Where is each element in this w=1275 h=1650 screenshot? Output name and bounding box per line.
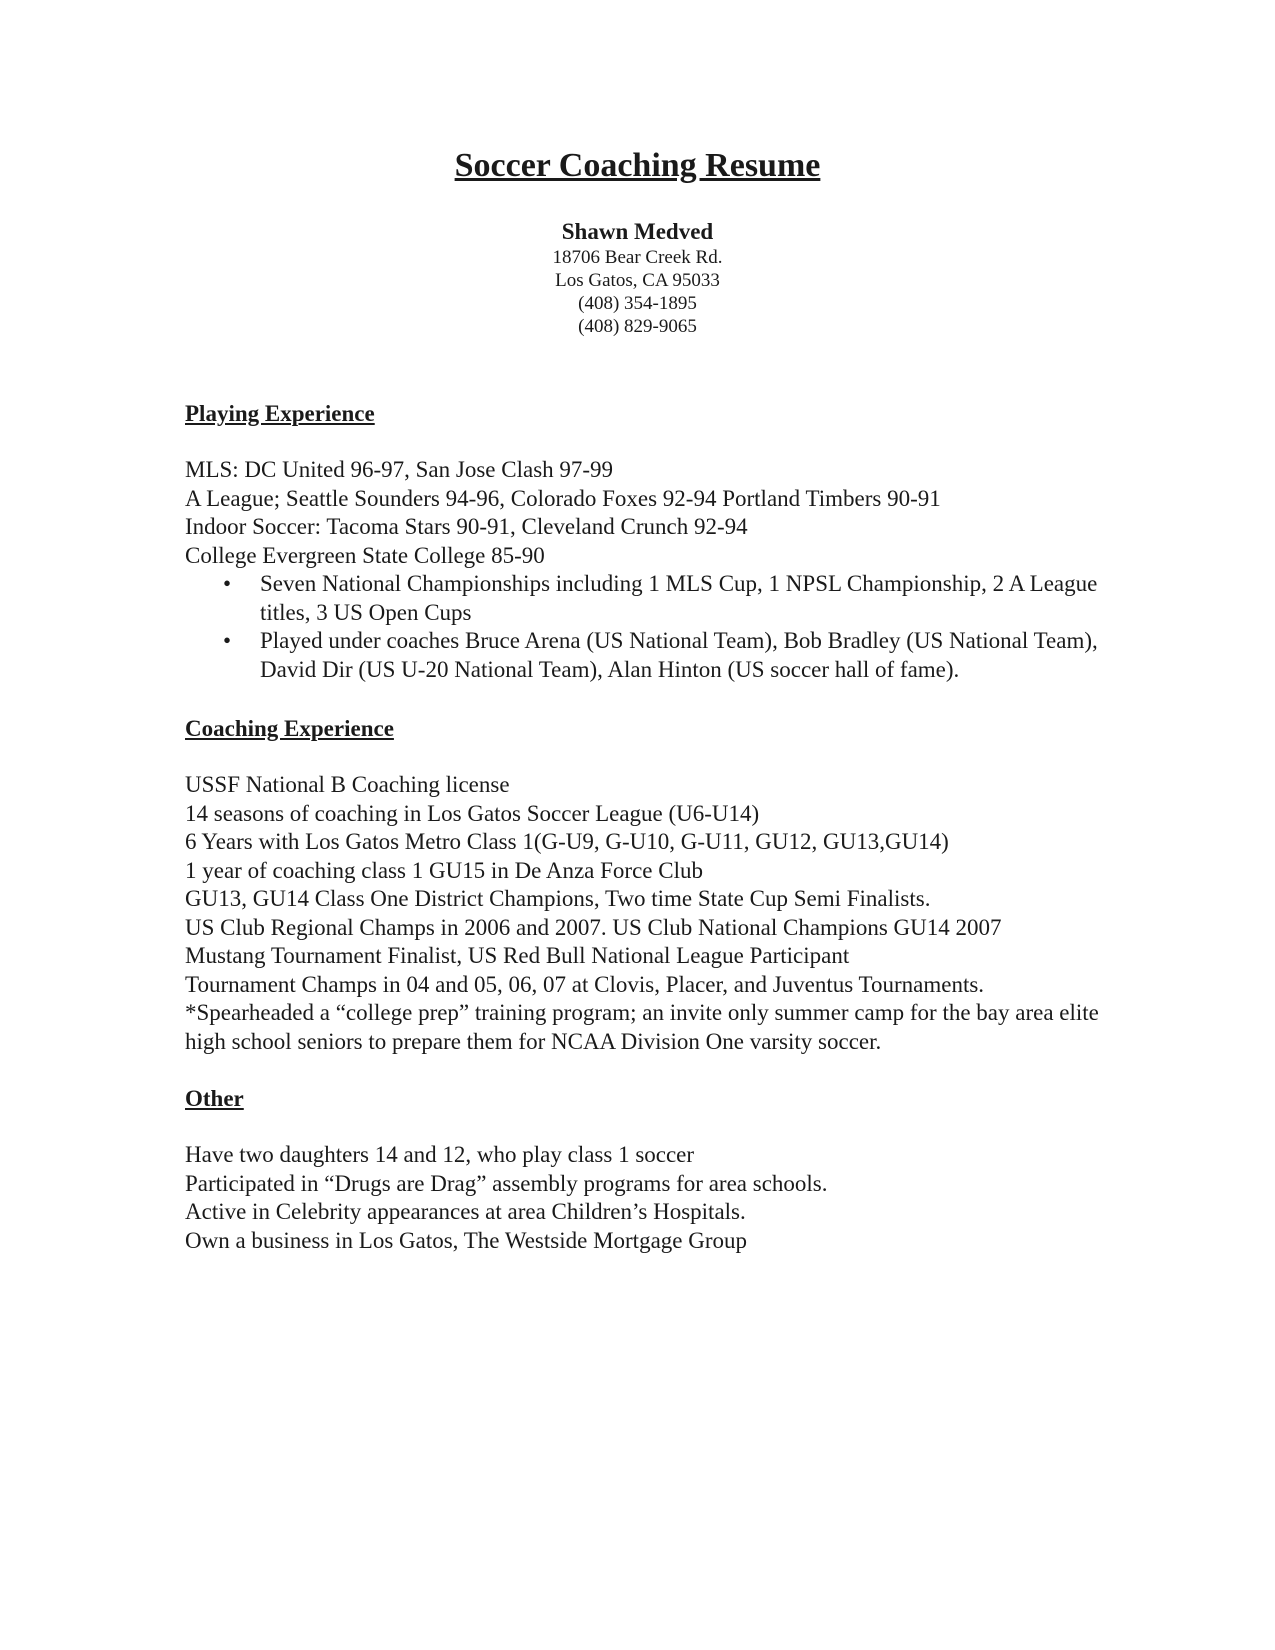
section-heading-coaching: Coaching Experience: [185, 716, 394, 741]
phone-primary: (408) 354-1895: [578, 293, 697, 314]
playing-bullet-list: [185, 570, 1130, 684]
coaching-line: 1 year of coaching class 1 GU15 in De Anza Force Club: [185, 857, 703, 883]
coaching-experience-section: [185, 715, 1130, 1056]
coaching-line: USSF National B Coaching license: [185, 772, 510, 797]
coaching-line: *Spearheaded a “college prep” training program; an invite only summer camp for the bay area elite high school seniors to prepare them for NCAA Division One varsity soccer.: [185, 1000, 1099, 1054]
bullet-item: [185, 570, 1130, 627]
contact-block: [0, 218, 1275, 338]
section-heading-playing: Playing Experience: [185, 401, 375, 426]
phone-secondary: (408) 829-9065: [578, 316, 697, 337]
coaching-line: Mustang Tournament Finalist, US Red Bull National League Participant: [185, 943, 850, 968]
other-line: Active in Celebrity appearances at area Children’s Hospitals.: [185, 1199, 746, 1224]
section-heading-other: Other: [185, 1086, 244, 1111]
applicant-name: Shawn Medved: [561, 219, 714, 244]
coaching-line: US Club Regional Champs in 2006 and 2007. US Club National Champions GU14 2007: [185, 914, 1002, 940]
other-line: Have two daughters 14 and 12, who play class 1 soccer: [185, 1142, 695, 1167]
resume-title: Soccer Coaching Resume: [454, 147, 821, 184]
coaching-line: 14 seasons of coaching in Los Gatos Soccer League (U6-U14): [185, 800, 760, 826]
bullet-text: Seven National Championships including 1 MLS Cup, 1 NPSL Championship, 2 A League titles, 3 US Open Cups: [260, 571, 1098, 625]
street-address: 18706 Bear Creek Rd.: [552, 247, 723, 268]
playing-line: Indoor Soccer: Tacoma Stars 90-91, Cleveland Crunch 92-94: [185, 514, 748, 539]
bullet-icon: •: [223, 628, 232, 653]
playing-experience-section: [185, 400, 1130, 684]
playing-line: MLS: DC United 96-97, San Jose Clash 97-99: [185, 457, 614, 482]
bullet-icon: •: [223, 571, 232, 596]
coaching-line: Tournament Champs in 04 and 05, 06, 07 at Clovis, Placer, and Juventus Tournaments.: [185, 971, 985, 997]
other-line: Own a business in Los Gatos, The Westside Mortgage Group: [185, 1227, 748, 1253]
playing-line: College Evergreen State College 85-90: [185, 542, 545, 568]
coaching-line: GU13, GU14 Class One District Champions, Two time State Cup Semi Finalists.: [185, 886, 931, 911]
other-section: [185, 1085, 1130, 1255]
city-state-zip: Los Gatos, CA 95033: [555, 270, 720, 291]
bullet-item: [185, 627, 1130, 684]
playing-line: A League; Seattle Sounders 94-96, Colorado Foxes 92-94 Portland Timbers 90-91: [185, 485, 941, 511]
coaching-line: 6 Years with Los Gatos Metro Class 1(G-U9, G-U10, G-U11, GU12, GU13,GU14): [185, 829, 949, 854]
bullet-text: Played under coaches Bruce Arena (US National Team), Bob Bradley (US National Team), David Dir (US U-20 National Team), Alan Hinton (US soccer hall of fame).: [260, 628, 1098, 682]
other-line: Participated in “Drugs are Drag” assembly programs for area schools.: [185, 1170, 828, 1196]
